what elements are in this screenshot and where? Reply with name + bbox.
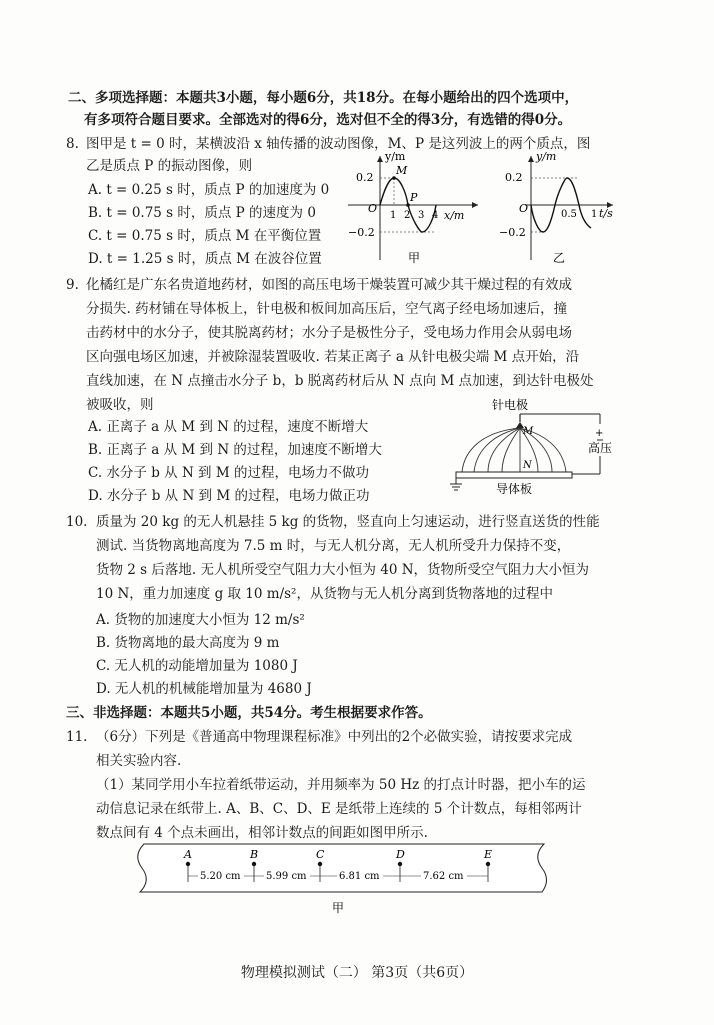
q9-option-b: B. 正离子 a 从 M 到 N 的过程，加速度不断增大 <box>88 442 382 458</box>
q9-option-a: A. 正离子 a 从 M 到 N 的过程，速度不断增大 <box>88 419 369 435</box>
yi-tick-y-pos: 0.2 <box>505 171 523 184</box>
q10-option-a: A. 货物的加速度大小恒为 12 m/s² <box>96 612 305 628</box>
q11-sub1-line3: 数点间有 4 个点未画出，相邻计数点的间距如图甲所示. <box>96 825 428 841</box>
plate-label: 导体板 <box>496 482 533 496</box>
q11-line2: 相关实验内容. <box>96 753 182 769</box>
yi-x-axis-label: t/s <box>599 207 613 220</box>
q10-option-c: C. 无人机的动能增加量为 1080 J <box>96 658 298 674</box>
tape-point-c: C <box>316 848 325 861</box>
q9-option-d: D. 水分子 b 从 N 到 M 的过程，电场力做正功 <box>88 488 370 504</box>
page-footer: 物理模拟测试（二） 第3页（共6页） <box>240 965 474 981</box>
jia-y-axis-label: y/m <box>385 150 406 163</box>
tape-point-e: E <box>484 848 493 861</box>
yi-tick-y-neg: −0.2 <box>499 226 526 239</box>
yi-origin: O <box>519 202 529 215</box>
point-m-label: M <box>523 426 534 437</box>
tape-point-d: D <box>396 848 405 861</box>
yi-y-axis-label: y/m <box>536 150 557 163</box>
q10-line3: 货物 2 s 后落地. 无人机所受空气阻力大小恒为 40 N，货物所受空气阻力大小恒为 <box>96 562 590 578</box>
q8-figure-yi <box>495 150 645 268</box>
yi-caption: 乙 <box>553 251 566 265</box>
section2-title-line1: 二、多项选择题：本题共3小题，每小题6分，共18分。在每小题给出的四个选项中， <box>68 90 579 106</box>
q10-line1: 质量为 20 kg 的无人机悬挂 5 kg 的货物，竖直向上匀速运动，进行竖直送货的性能 <box>96 514 600 530</box>
q8-option-b: B. t = 0.75 s 时，质点 P 的速度为 0 <box>88 205 316 221</box>
q9-line2: 分损失. 药材铺在导体板上，针电极和板间加高压后，空气离子经电场加速后，撞 <box>86 301 568 317</box>
jia-tick-x-1: 1 <box>390 210 397 221</box>
tape-gap-ab: 5.20 cm <box>200 871 241 882</box>
section2-title-line2: 有多项符合题目要求。全部选对的得6分，选对但不全的得3分，有选错的得0分。 <box>84 112 572 128</box>
tape-point-a: A <box>184 848 192 861</box>
jia-point-m: M <box>396 164 408 177</box>
jia-point-p: P <box>410 191 418 204</box>
needle-electrode-label: 针电极 <box>492 398 529 412</box>
q9-option-c: C. 水分子 b 从 N 到 M 的过程，电场力不做功 <box>88 465 369 481</box>
q8-figure-jia <box>338 150 488 268</box>
jia-tick-y-neg: −0.2 <box>348 226 375 239</box>
q8-option-d: D. t = 1.25 s 时，质点 M 在波谷位置 <box>88 251 322 267</box>
hv-label: 高压 <box>588 441 613 455</box>
section3-title: 三、非选择题：本题共5小题，共54分。考生根据要求作答。 <box>66 705 432 721</box>
q8-stem-line1: 图甲是 t = 0 时，某横波沿 x 轴传播的波动图像，M、P 是这列波上的两个质点，图 <box>86 136 591 152</box>
q10-option-b: B. 货物离地的最大高度为 9 m <box>96 635 280 651</box>
q8-option-a: A. t = 0.25 s 时，质点 P 的加速度为 0 <box>88 182 330 198</box>
jia-origin: O <box>368 202 378 215</box>
hv-plus: + <box>595 428 604 439</box>
tape-caption: 甲 <box>332 901 345 915</box>
q9-line3: 击药材中的水分子，使其脱离药材；水分子是极性分子，受电场力作用会从弱电场 <box>86 325 572 341</box>
jia-caption: 甲 <box>408 251 421 265</box>
q9-line5: 直线加速，在 N 点撞击水分子 b，b 脱离药材后从 N 点向 M 点加速，到达针电极处 <box>86 373 594 389</box>
tape-point-b: B <box>250 848 259 861</box>
jia-tick-x-4: 4 <box>432 210 439 221</box>
jia-tick-x-2: 2 <box>404 210 411 221</box>
point-n-label: N <box>523 460 532 471</box>
q9-line1: 化橘红是广东名贵道地药材，如图的高压电场干燥装置可减少其干燥过程的有效成 <box>86 277 572 293</box>
q9-figure-electric-field <box>450 392 650 500</box>
tape-gap-de: 7.62 cm <box>423 871 464 882</box>
q8-number: 8. <box>66 136 79 152</box>
q11-line1: （6分）下列是《普通高中物理课程标准》中列出的2个必做实验，请按要求完成 <box>96 729 573 745</box>
tape-gap-cd: 6.81 cm <box>339 871 380 882</box>
q10-line2: 测试. 当货物离地高度为 7.5 m 时，与无人机分离，无人机所受升力保持不变， <box>96 538 571 554</box>
tape-gap-bc: 5.99 cm <box>266 871 307 882</box>
q9-line4: 区向强电场区加速，并被除湿装置吸收. 若某正离子 a 从针电极尖端 M 点开始，沿 <box>86 349 580 365</box>
q9-number: 9. <box>66 277 79 293</box>
q11-sub1-line1: （1）某同学用小车拉着纸带运动，并用频率为 50 Hz 的打点计时器，把小车的运 <box>96 777 586 793</box>
q10-number: 10. <box>66 514 88 530</box>
q8-option-c: C. t = 0.75 s 时，质点 M 在平衡位置 <box>88 228 322 244</box>
q9-line6: 被吸收，则 <box>86 397 154 413</box>
q8-stem-line2: 乙是质点 P 的振动图像，则 <box>86 158 253 174</box>
yi-tick-x-1: 1 <box>591 209 598 220</box>
q11-number: 11. <box>66 729 88 745</box>
jia-x-axis-label: x/m <box>444 209 465 222</box>
jia-tick-x-3: 3 <box>418 210 425 221</box>
q10-option-d: D. 无人机的机械能增加量为 4680 J <box>96 681 312 697</box>
q10-line4: 10 N，重力加速度 g 取 10 m/s²，从货物与无人机分离到货物落地的过程中 <box>96 586 553 602</box>
q11-sub1-line2: 动信息记录在纸带上. A、B、C、D、E 是纸带上连续的 5 个计数点，每相邻两计 <box>96 801 582 817</box>
q11-tape-figure <box>130 838 560 918</box>
jia-tick-y-pos: 0.2 <box>356 171 374 184</box>
yi-tick-x-05: 0.5 <box>561 209 577 220</box>
